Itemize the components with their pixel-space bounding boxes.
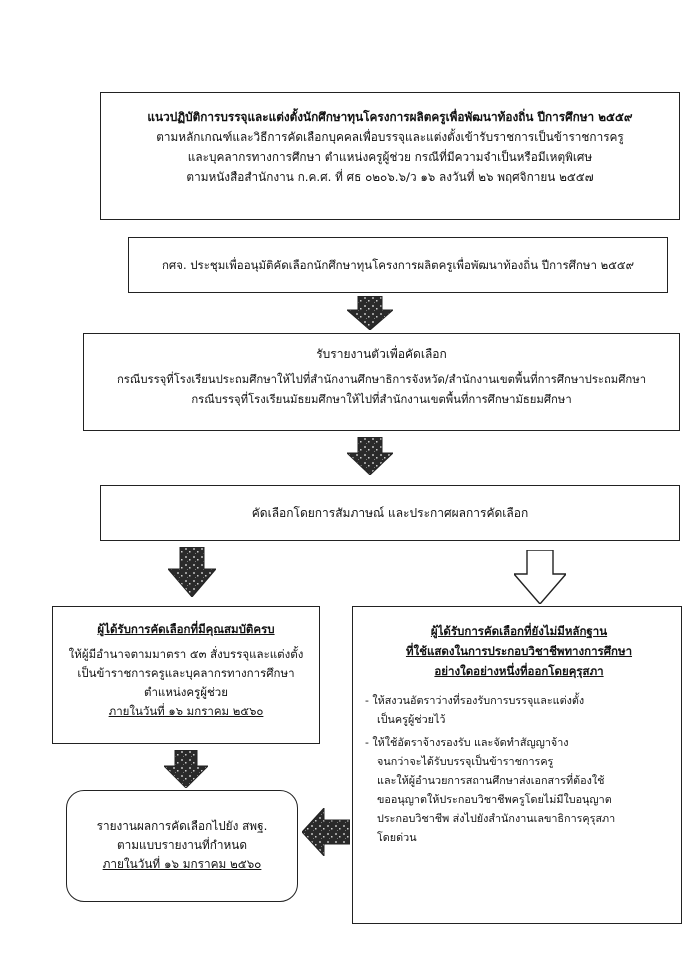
bullet2-line3: และให้ผู้อำนวยการสถานศึกษาส่งเอกสารที่ต้องใช้ [377,774,605,787]
unqualified-title-1: ผู้ได้รับการคัดเลือกที่ยังไม่มีหลักฐาน [430,624,608,638]
qualified-title: ผู้ได้รับการคัดเลือกที่มีคุณสมบัติครบ [97,622,275,636]
step2-title: รับรายงานตัวเพื่อคัดเลือก [316,347,447,361]
unqualified-box [352,606,682,924]
step3-box [100,485,680,541]
down-arrow-right [514,550,566,604]
step3-text: คัดเลือกโดยการสัมภาษณ์ และประกาศผลการคัดเลือก [251,506,529,520]
bullet2-line5: ประกอบวิชาชีพ ส่งไปยังสำนักงานเลขาธิการคุรุสภา [377,812,616,825]
left-arrow-report [302,808,350,856]
header-reference: ตามหนังสือสำนักงาน ก.ค.ศ. ที่ ศธ ๐๒๐๖.๖/ว ๑๖ ลงวันที่ ๒๖ พฤศจิกายน ๒๕๕๗ [186,170,594,184]
bullet1-line1: - ให้สงวนอัตราว่างที่รองรับการบรรจุและแต่งตั้ง [365,694,585,707]
unqualified-bullet-2 [365,733,673,847]
down-arrow-2 [347,437,393,475]
unqualified-title-3: อย่างใดอย่างหนึ่งที่ออกโดยคุรุสภา [434,664,604,678]
qualified-line1: ให้ผู้มีอำนาจตามมาตรา ๕๓ สั่งบรรจุและแต่งตั้ง [68,647,304,661]
bullet2-line6: โดยด่วน [377,831,417,844]
down-arrow-qualified [164,750,208,788]
header-title: แนวปฏิบัติการบรรจุและแต่งตั้งนักศึกษาทุนโครงการผลิตครูเพื่อพัฒนาท้องถิ่น ปีการศึกษา ๒๕๕๙ [147,110,633,124]
step1-box [128,237,668,293]
unqualified-bullet-1 [365,691,673,729]
report-deadline: ภายในวันที่ ๑๖ มกราคม ๒๕๖๐ [102,857,262,871]
header-criteria: ตามหลักเกณฑ์และวิธีการคัดเลือกบุคคลเพื่อบรรจุและแต่งตั้งเข้ารับราชการเป็นข้าราชการครู [156,130,624,144]
header-box [100,92,680,220]
down-arrow-left [168,547,216,597]
report-box [66,790,298,902]
unqualified-title [365,621,673,681]
step2-primary: กรณีบรรจุที่โรงเรียนประถมศึกษาให้ไปที่สำนักงานศึกษาธิการจังหวัด/สำนักงานเขตพื้นที่การศึกษาประถมศึกษา [116,373,647,386]
bullet2-line2: จนกว่าจะได้รับบรรจุเป็นข้าราชการครู [377,755,554,768]
down-arrow-1 [347,296,393,330]
report-line1: รายงานผลการคัดเลือกไปยัง สพฐ. [96,819,268,833]
qualified-line3: ตำแหน่งครูผู้ช่วย [143,685,228,699]
bullet2-line1: - ให้ใช้อัตราจ้างรองรับ และจัดทำสัญญาจ้าง [365,736,569,749]
qualified-line2: เป็นข้าราชการครูและบุคลากรทางการศึกษา [77,666,295,680]
qualified-deadline: ภายในวันที่ ๑๖ มกราคม ๒๕๖๐ [108,704,264,718]
bullet1-line2: เป็นครูผู้ช่วยไว้ [377,713,446,726]
step1-text: กศจ. ประชุมเพื่ออนุมัติคัดเลือกนักศึกษาทุนโครงการผลิตครูเพื่อพัฒนาท้องถิ่น ปีการศึกษา ๒๕๕๙ [161,258,635,272]
step2-secondary: กรณีบรรจุที่โรงเรียนมัธยมศึกษาให้ไปที่สำนักงานเขตพื้นที่การศึกษามัธยมศึกษา [191,393,572,406]
header-position: และบุคลากรทางการศึกษา ตำแหน่งครูผู้ช่วย กรณีที่มีความจำเป็นหรือมีเหตุพิเศษ [187,150,593,164]
step2-box [83,333,680,431]
bullet2-line4: ขออนุญาตให้ประกอบวิชาชีพครูโดยไม่มีใบอนุญาต [377,793,612,806]
unqualified-title-2: ที่ใช้แสดงในการประกอบวิชาชีพทางการศึกษา [405,644,633,658]
qualified-box [52,606,320,744]
report-line2: ตามแบบรายงานที่กำหนด [116,838,247,852]
